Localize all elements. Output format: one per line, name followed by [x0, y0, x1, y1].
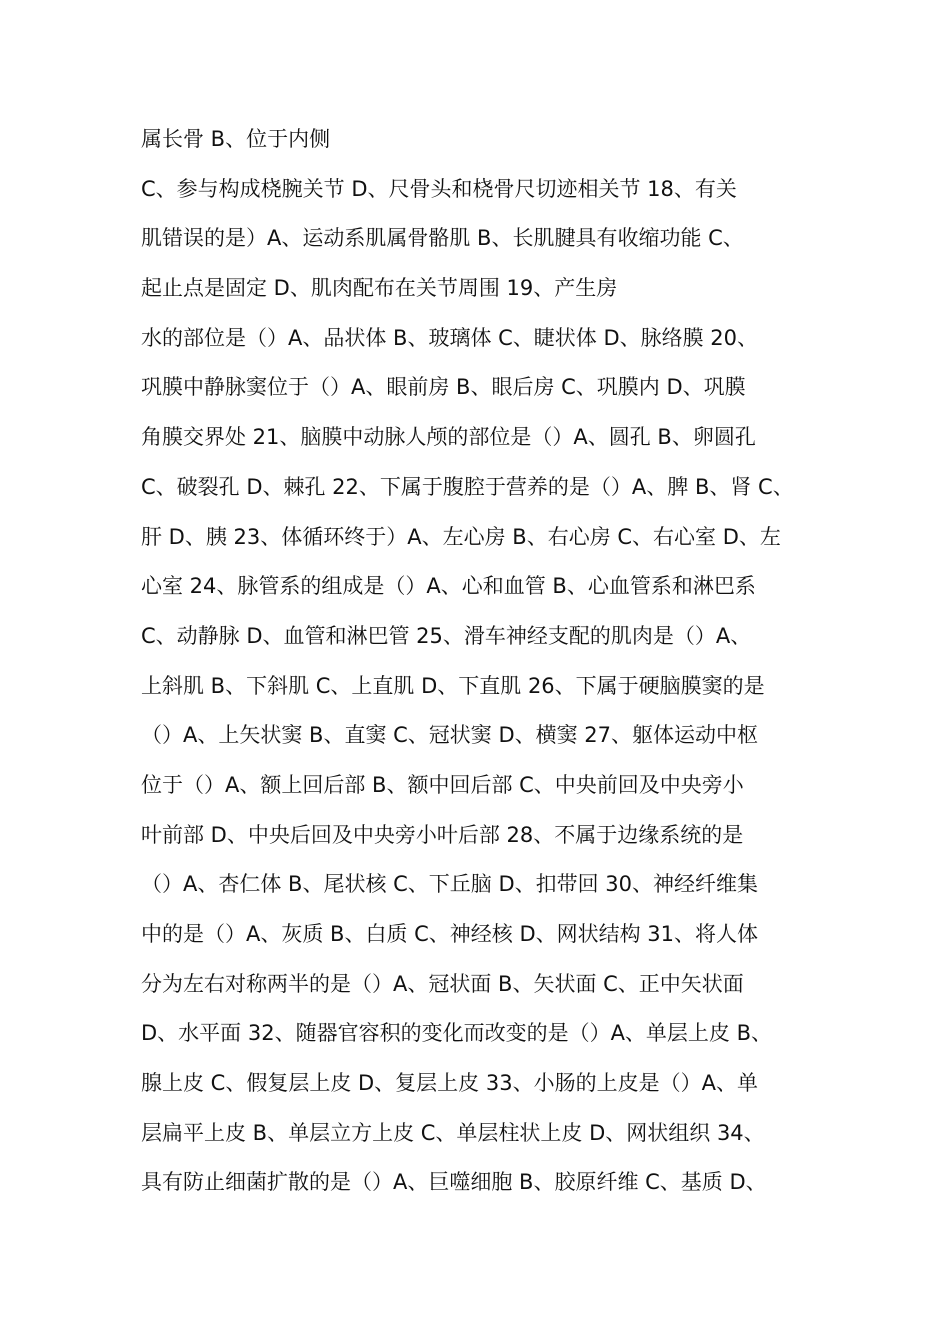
text-line: 分为左右对称两半的是（）A、冠状面 B、矢状面 C、正中矢状面: [141, 971, 744, 996]
text-line: C、参与构成桡腕关节 D、尺骨头和桡骨尺切迹相关节 18、有关: [141, 176, 737, 201]
question-text-block: [141, 115, 841, 1208]
text-line: 巩膜中静脉窦位于（）A、眼前房 B、眼后房 C、巩膜内 D、巩膜: [141, 375, 746, 400]
text-line: 角膜交界处 21、脑膜中动脉人颅的部位是（）A、圆孔 B、卵圆孔: [141, 425, 756, 450]
text-line: （）A、上矢状窦 B、直窦 C、冠状窦 D、横窦 27、躯体运动中枢: [141, 723, 759, 748]
text-line: C、动静脉 D、血管和淋巴管 25、滑车神经支配的肌肉是（）A、: [141, 623, 752, 648]
text-line: D、水平面 32、随器官容积的变化而改变的是（）A、单层上皮 B、: [141, 1021, 773, 1046]
text-line: C、破裂孔 D、棘孔 22、下属于腹腔于营养的是（）A、脾 B、肾 C、: [141, 474, 794, 499]
text-line: 层扁平上皮 B、单层立方上皮 C、单层柱状上皮 D、网状组织 34、: [141, 1120, 765, 1145]
text-line: 位于（）A、额上回后部 B、额中回后部 C、中央前回及中央旁小: [141, 772, 744, 797]
text-line: 肝 D、胰 23、体循环终于）A、左心房 B、右心房 C、右心室 D、左: [141, 524, 781, 549]
text-line: 上斜肌 B、下斜肌 C、上直肌 D、下直肌 26、下属于硬脑膜窦的是: [141, 673, 765, 698]
text-line: 具有防止细菌扩散的是（）A、巨噬细胞 B、胶原纤维 C、基质 D、: [141, 1170, 767, 1195]
text-line: 肌错误的是）A、运动系肌属骨骼肌 B、长肌腱具有收缩功能 C、: [141, 226, 744, 251]
text-line: 心室 24、脉管系的组成是（）A、心和血管 B、心血管系和淋巴系: [141, 574, 756, 599]
text-line: 叶前部 D、中央后回及中央旁小叶后部 28、不属于边缘系统的是: [141, 822, 744, 847]
text-line: 腺上皮 C、假复层上皮 D、复层上皮 33、小肠的上皮是（）A、单: [141, 1071, 758, 1096]
text-line: 起止点是固定 D、肌肉配布在关节周围 19、产生房: [141, 276, 618, 301]
text-line: 中的是（）A、灰质 B、白质 C、神经核 D、网状结构 31、将人体: [141, 922, 759, 946]
text-line: 属长骨 B、位于内侧: [141, 127, 331, 151]
text-line: 水的部位是（）A、品状体 B、玻璃体 C、睫状体 D、脉络膜 20、: [141, 325, 759, 350]
text-line: （）A、杏仁体 B、尾状核 C、下丘脑 D、扣带回 30、神经纤维集: [141, 872, 759, 897]
